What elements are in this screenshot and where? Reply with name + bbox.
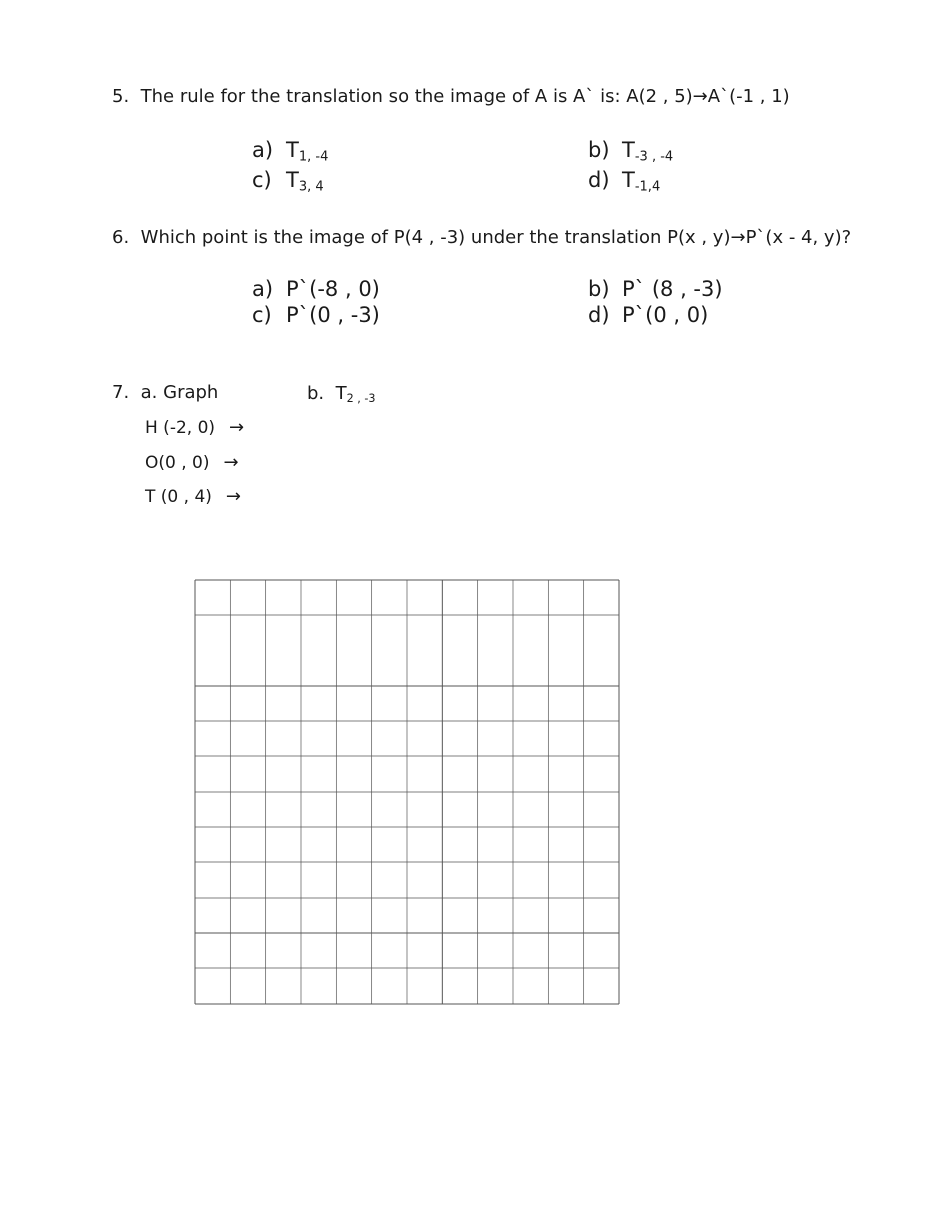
- point-o: [145, 452, 239, 473]
- right-arrow-icon: →: [223, 452, 239, 473]
- q6-option-b[interactable]: [588, 277, 723, 301]
- question-7-number: 7.: [112, 382, 130, 403]
- q5-option-a[interactable]: [252, 138, 328, 164]
- question-6-number: 6.: [112, 227, 130, 248]
- option-symbol: T: [622, 138, 635, 162]
- question-5-text: The rule for the translation so the image of A is A` is: A(2 , 5)→A`(-1 , 1): [140, 86, 790, 107]
- option-label: d): [588, 168, 610, 192]
- q6-option-d[interactable]: [588, 303, 708, 327]
- part-b-symbol: T: [335, 383, 347, 404]
- point-label: T (0 , 4): [145, 487, 212, 507]
- q5-option-b[interactable]: [588, 138, 673, 164]
- option-subscript: 1, -4: [298, 149, 329, 165]
- question-7-part-a: a. Graph: [140, 382, 219, 403]
- part-b-subscript: 2 , -3: [346, 391, 376, 405]
- option-label: b): [588, 138, 610, 162]
- point-t: [145, 486, 241, 507]
- option-subscript: -3 , -4: [634, 149, 674, 165]
- coordinate-grid[interactable]: [194, 579, 620, 1005]
- option-subscript: -1,4: [634, 179, 661, 195]
- q6-option-a[interactable]: [252, 277, 380, 301]
- q5-option-d[interactable]: [588, 168, 660, 194]
- option-label: b): [588, 277, 610, 301]
- option-label: c): [252, 168, 272, 192]
- q6-option-c[interactable]: [252, 303, 380, 327]
- option-text: P`(0 , -3): [286, 303, 380, 327]
- point-label: H (-2, 0): [145, 418, 216, 438]
- question-5-number: 5.: [112, 86, 130, 107]
- option-text: P`(-8 , 0): [286, 277, 380, 301]
- right-arrow-icon: →: [225, 486, 241, 507]
- option-subscript: 3, 4: [298, 179, 324, 195]
- question-5: [112, 86, 790, 107]
- question-7-part-b: [307, 383, 375, 405]
- option-symbol: T: [286, 138, 299, 162]
- option-label: a): [252, 138, 274, 162]
- point-label: O(0 , 0): [145, 453, 210, 473]
- right-arrow-icon: →: [229, 417, 245, 438]
- option-label: d): [588, 303, 610, 327]
- question-6-text: Which point is the image of P(4 , -3) under the translation P(x , y)→P`(x - 4, y)?: [140, 227, 852, 248]
- question-7: [112, 382, 218, 403]
- q5-option-c[interactable]: [252, 168, 324, 194]
- part-b-label: b.: [307, 383, 325, 404]
- option-label: a): [252, 277, 274, 301]
- option-label: c): [252, 303, 272, 327]
- option-symbol: T: [286, 168, 299, 192]
- option-text: P` (8 , -3): [622, 277, 723, 301]
- point-h: [145, 417, 244, 438]
- question-6: [112, 227, 851, 248]
- option-symbol: T: [622, 168, 635, 192]
- option-text: P`(0 , 0): [622, 303, 709, 327]
